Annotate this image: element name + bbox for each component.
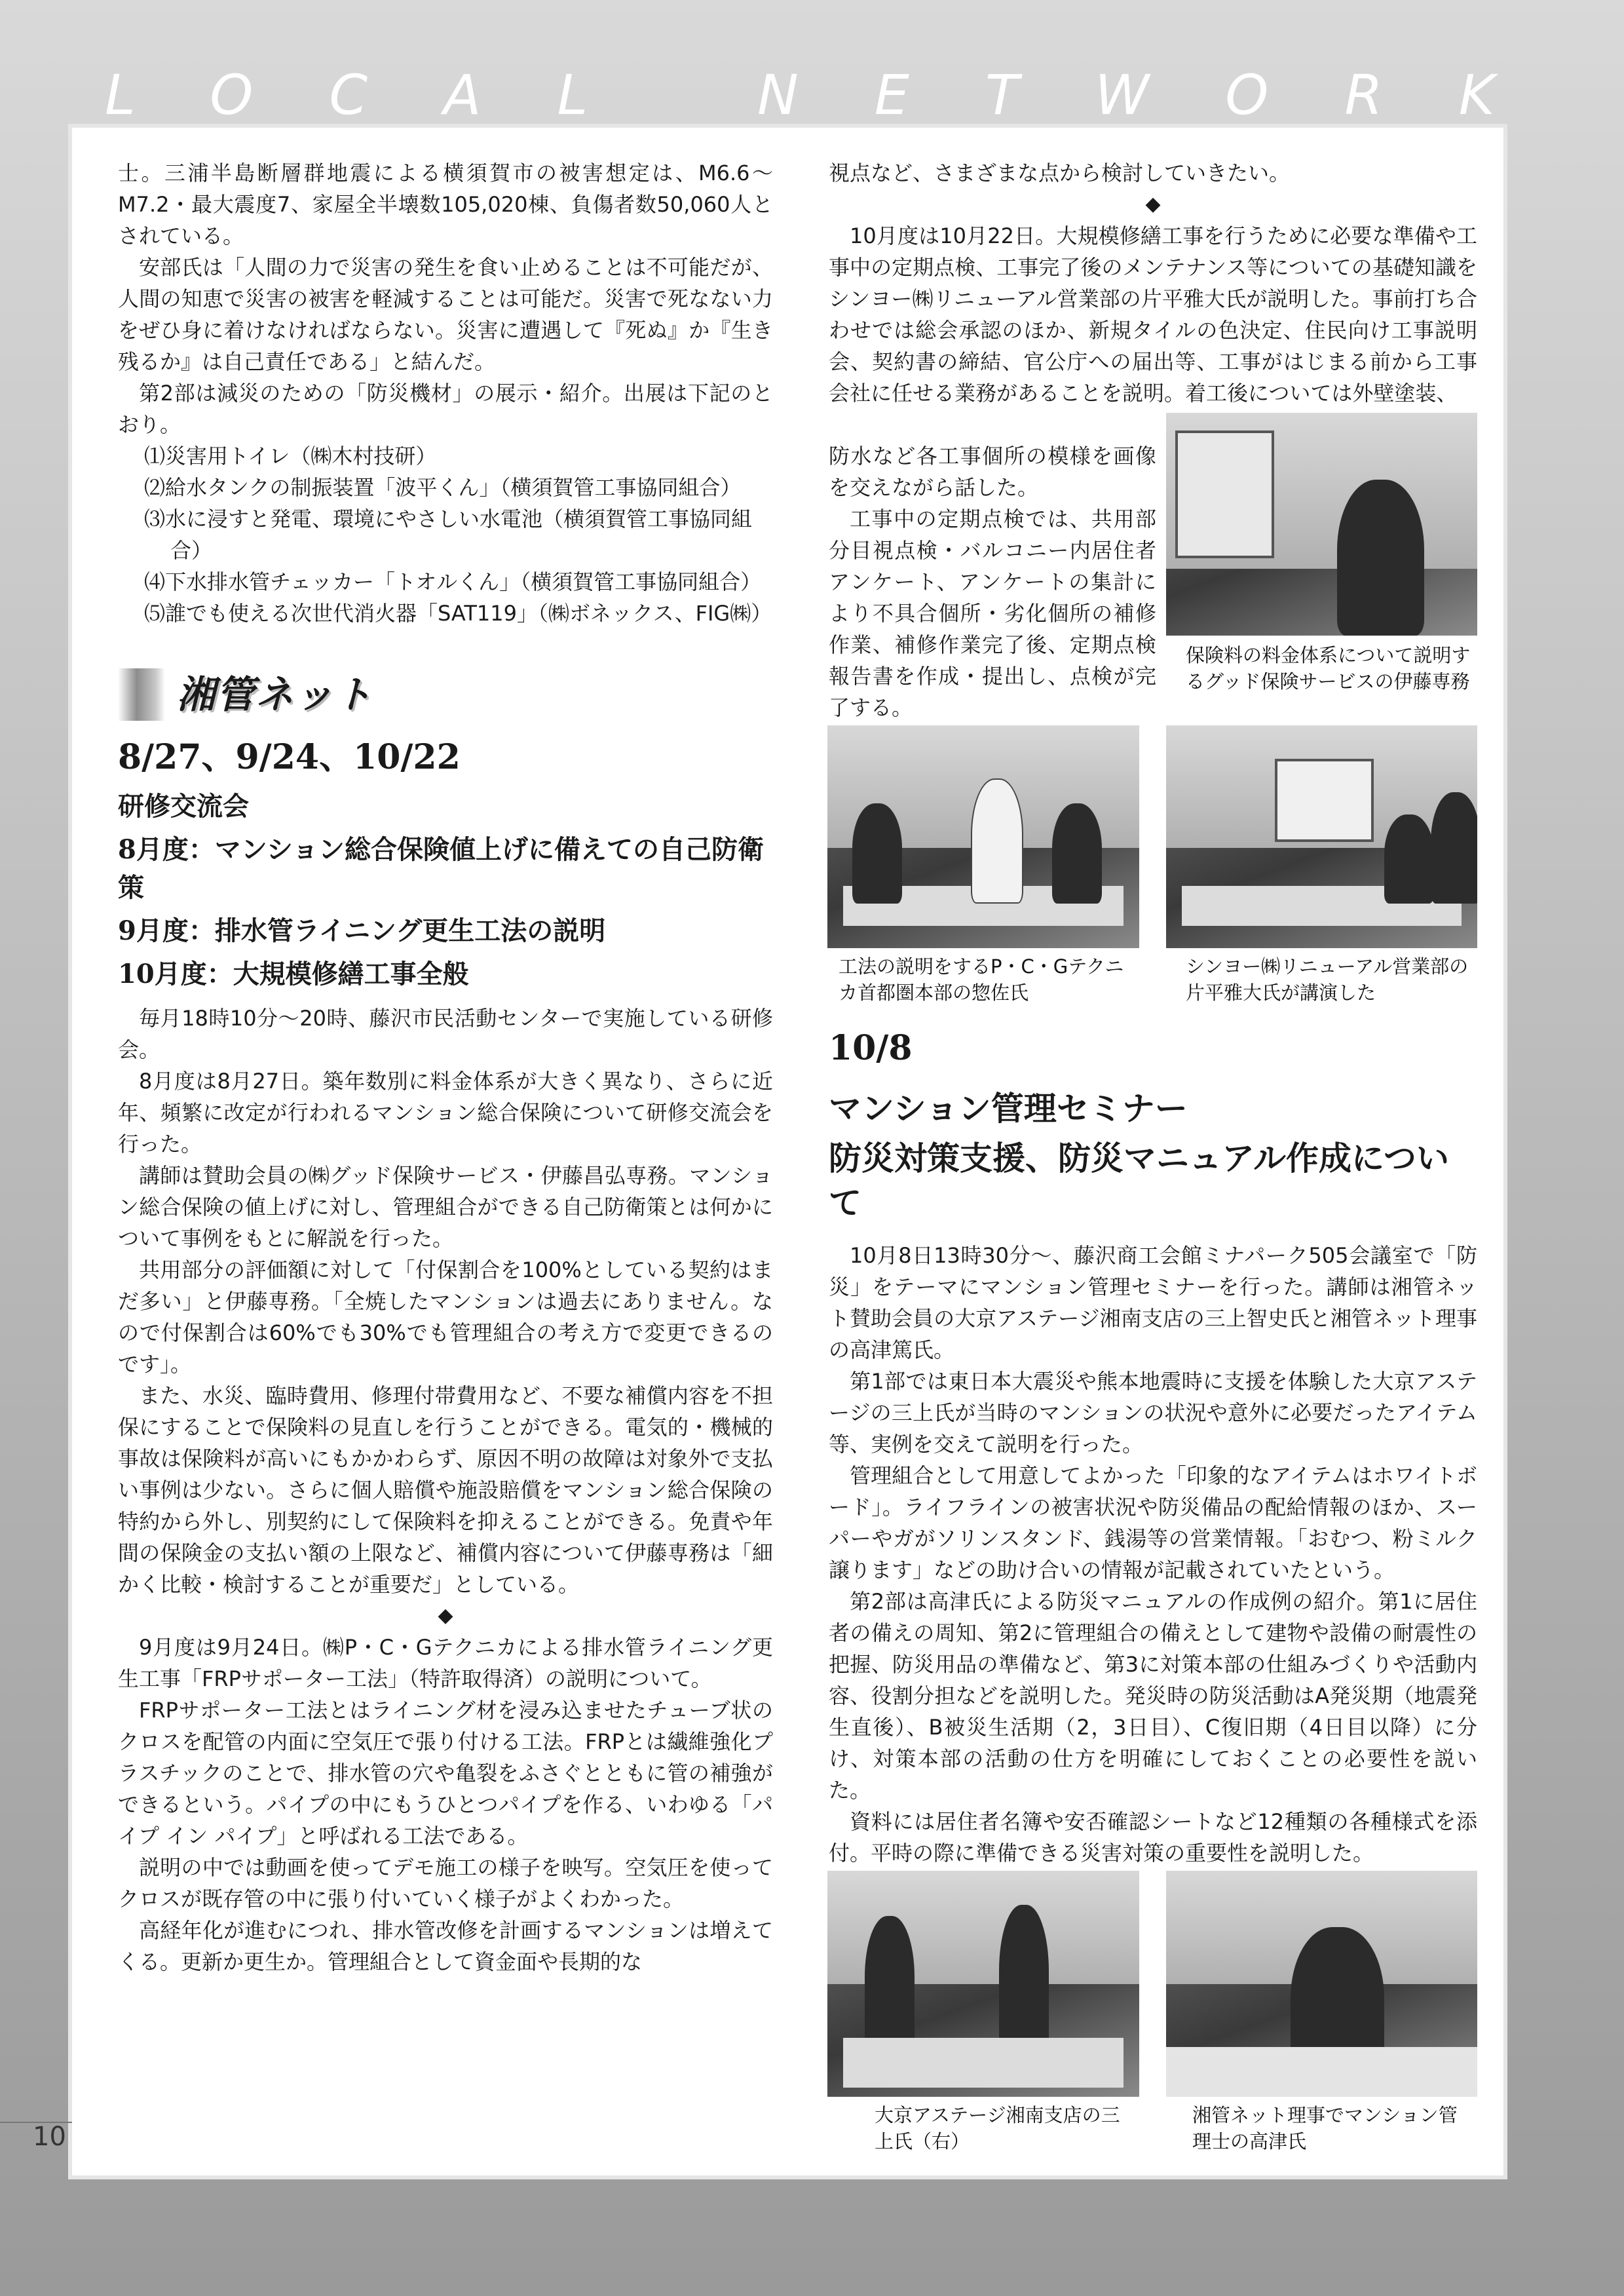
section-title: 湘管ネット [177, 672, 374, 717]
photo-presenter-ito [1166, 413, 1477, 636]
paragraph: FRPサポーター工法とはライニング材を浸み込ませたチューブ状のクロスを配管の内面に空気圧で張り付ける工法。FRPとは繊維強化プラスチックのことで、排水管の穴や亀裂をふさぐとともに管の補強ができるという。パイプの中にもうひとつパイプを作る、いわゆる「パイプ イン パイプ」と呼ばれる工法である。 [118, 1698, 773, 1848]
list-item: ⑶水に浸すと発電、環境にやさしい水電池（横須賀管工事協同組合） [144, 507, 753, 563]
section-heading [118, 668, 773, 721]
list-item: ⑷下水排水管チェッカー「トオルくん」（横須賀管工事協同組合） [144, 569, 762, 594]
paragraph: 工事中の定期点検では、共用部分目視点検・バルコニー内居住者アンケート、アンケートの集計により不具合個所・劣化個所の補修作業、補修作業完了後、定期点検報告書を作成・提出し、点検が完了する。 [829, 507, 1156, 720]
right-column-top [829, 157, 1477, 409]
photo-shinyo-lecture [1166, 725, 1477, 948]
paragraph: 講師は賛助会員の㈱グッド保険サービス・伊藤昌弘専務。マンション総合保険の値上げに対し、管理組合ができる自己防衛策とは何かについて事例をもとに解説を行った。 [118, 1163, 773, 1251]
paragraph: 8月度は8月27日。築年数別に料金体系が大きく異なり、さらに近年、頻繁に改定が行われるマンション総合保険について研修交流会を行った。 [118, 1069, 773, 1157]
article-heading: 8月度：マンション総合保険値上げに備えての自己防衛策 [118, 834, 765, 903]
paragraph: また、水災、臨時費用、修理付帯費用など、不要な補償内容を不担保にすることで保険料の見直しを行うことができる。電気的・機械的事故は保険料が高いにもかかわらず、原因不明の故障は対象外で支払い事例は少ない。さらに個人賠償や施設賠償をマンション総合保険の特約から外し、別契約にして保険料を抑えることができる。免責や年間の保険金の支払い額の上限など、補償内容について伊藤専務は「細かく比較・検討することが重要だ」としている。 [118, 1383, 773, 1597]
article-heading: 研修交流会 [118, 791, 249, 822]
diamond-separator: ◆ [438, 1604, 453, 1627]
event-date: 10/8 [829, 1028, 913, 1068]
photo-mikami [827, 1871, 1139, 2097]
paragraph: 毎月18時10分〜20時、藤沢市民活動センターで実施している研修会。 [118, 1006, 773, 1062]
page-number: 10 [33, 2122, 66, 2152]
paragraph: 管理組合として用意してよかった「印象的なアイテムはホワイトボード」。ライフラインの被害状況や防災備品の配給情報のほか、スーパーやガがソリンスタンド、銭湯等の営業情報。「おむつ、粉ミルク譲ります」などの助け合いの情報が記載されていたという。 [829, 1463, 1477, 1582]
photo-caption: 湘管ネット理事でマンション管理士の高津氏 [1192, 2104, 1458, 2152]
paragraph: 共用部分の評価額に対して「付保割合を100%としている契約はまだ多い」と伊藤専務。「全焼したマンションは過去にありません。なので付保割合は60%でも30%でも管理組合の考え方で変更できるのです」。 [118, 1257, 773, 1377]
diamond-separator: ◆ [1145, 193, 1161, 216]
paragraph: 9月度は9月24日。㈱P・C・Gテクニカによる排水管ライニング更生工事「FRPサポーター工法」（特許取得済）の説明について。 [118, 1635, 773, 1691]
paragraph: 第2部は高津氏による防災マニュアルの作成例の紹介。第1に居住者の備えの周知、第2に管理組合の備えとして建物や設備の耐震性の把握、防災用品の準備など、第3に対策本部の仕組みづくりや活動内容、役割分担などを説明した。発災時の防災活動はA発災期（地震発生直後）、B被災生活期（2，3日目）、C復旧期（4日目以降）に分け、対策本部の活動の仕方を明確にしておくことの必要性を説いた。 [829, 1589, 1477, 1803]
paragraph: 第1部では東日本大震災や熊本地震時に支援を体験した大京アステージの三上氏が当時のマンションの状況や意外に必要だったアイテム等、実例を交えて説明を行った。 [829, 1369, 1477, 1457]
paragraph: 安部氏は「人間の力で災害の発生を食い止めることは不可能だが、人間の知恵で災害の被害を軽減することは可能だ。災害で死なない力をぜひ身に着けなければならない。災害に遭遇して『死ぬ』か『生き残るか』は自己責任である」と結んだ。 [118, 255, 773, 374]
photo-pcg-technica [827, 725, 1139, 948]
paragraph: 士。三浦半島断層群地震による横須賀市の被害想定は、M6.6〜M7.2・最大震度7、家屋全半壊数105,020棟、負傷者数50,060人とされている。 [118, 161, 773, 248]
seminar-title: マンション管理セミナー [829, 1089, 1188, 1128]
right-narrow-text [829, 440, 1156, 723]
paragraph: 高経年化が進むにつれ、排水管改修を計画するマンションは増えてくる。更新か更生か。管理組合として資金面や長期的な [118, 1918, 773, 1974]
seminar-section [829, 1022, 1477, 1869]
paragraph: 防水など各工事個所の模様を画像を交えながら話した。 [829, 444, 1156, 500]
paragraph: 第2部は減災のための「防災機材」の展示・紹介。出展は下記のとおり。 [118, 381, 773, 437]
seminar-subtitle: 防災対策支援、防災マニュアル作成について [829, 1139, 1449, 1222]
article-heading: 9月度：排水管ライニング更生工法の説明 [118, 915, 606, 946]
photo-takatsu [1166, 1871, 1477, 2097]
paragraph: 視点など、さまざまな点から検討していきたい。 [829, 161, 1291, 185]
exhibit-list [118, 440, 773, 629]
photo-caption: シンヨー㈱リニューアル営業部の片平雅大氏が講演した [1186, 955, 1469, 1004]
article-heading: 10月度：大規模修繕工事全般 [118, 959, 469, 989]
list-item: ⑵給水タンクの制振装置「波平くん」（横須賀管工事協同組合） [144, 475, 742, 500]
paragraph: 資料には居住者名簿や安否確認シートなど12種類の各種様式を添付。平時の際に準備できる災害対策の重要性を説明した。 [829, 1809, 1477, 1866]
list-item: ⑸誰でも使える次世代消火器「SAT119」（㈱ボネックス、FIG㈱） [144, 601, 772, 626]
paragraph: 10月度は10月22日。大規模修繕工事を行うために必要な準備や工事中の定期点検、工事完了後のメンテナンス等についての基礎知識をシンヨー㈱リニューアル営業部の片平雅大氏が説明した。事前打ち合わせでは総会承認のほか、新規タイルの色決定、住民向け工事説明会、契約書の締結、官公庁への届出等、工事がはじまる前から工事会社に任せる業務があることを説明。着工後については外壁塗装、 [829, 223, 1477, 406]
photo-caption: 保険料の料金体系について説明するグッド保険サービスの伊藤専務 [1186, 644, 1471, 693]
header-title: LOCAL NETWORK [105, 63, 1571, 127]
section-bar-graphic [118, 668, 165, 721]
paragraph: 説明の中では動画を使ってデモ施工の様子を映写。空気圧を使ってクロスが既存管の中に張り付いていく様子がよくわかった。 [118, 1855, 773, 1911]
left-column [118, 157, 773, 1978]
list-item: ⑴災害用トイレ（㈱木村技研） [144, 444, 437, 469]
photo-caption: 大京アステージ湘南支店の三上氏（右） [875, 2104, 1120, 2152]
event-dates: 8/27、9/24、10/22 [118, 737, 461, 777]
paragraph: 10月8日13時30分〜、藤沢商工会館ミナパーク505会議室で「防災」をテーマにマンション管理セミナーを行った。講師は湘管ネット賛助会員の大京アステージ湘南支店の三上智史氏と湘管ネット理事の高津篤氏。 [829, 1243, 1477, 1362]
photo-caption: 工法の説明をするP・C・Gテクニカ首都圏本部の惣佐氏 [839, 955, 1124, 1004]
